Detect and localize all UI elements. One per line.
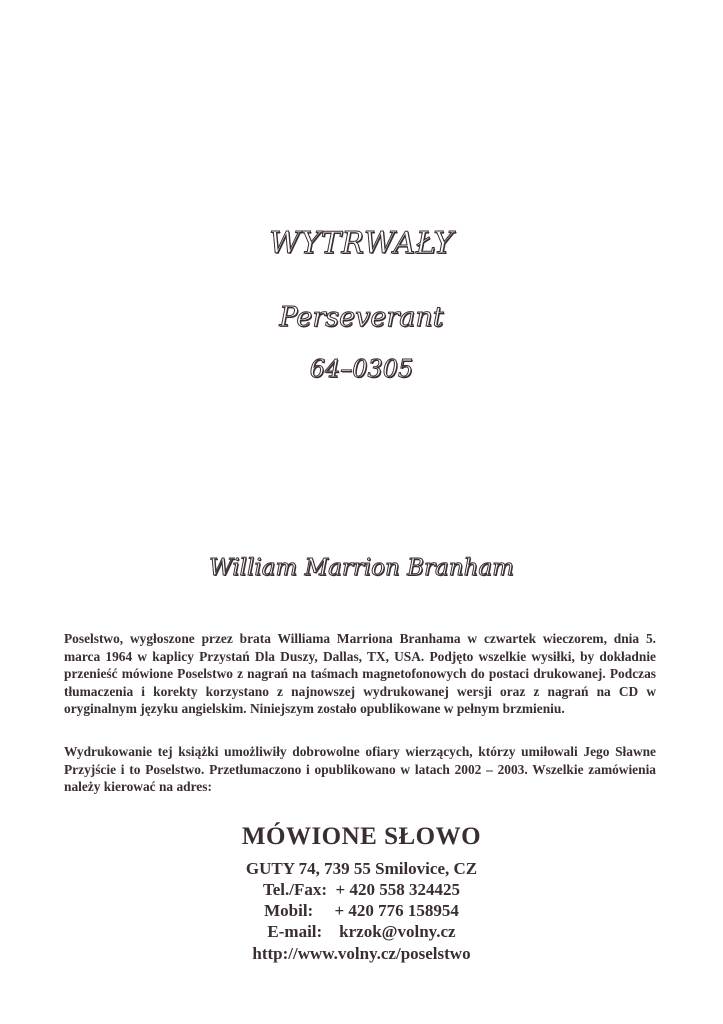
publisher-mobile: Mobil: + 420 776 158954 bbox=[264, 901, 459, 920]
book-subtitle: Perseverant bbox=[279, 302, 444, 333]
publisher-name: MÓWIONE SŁOWO bbox=[241, 823, 482, 850]
publisher-website: http://www.volny.cz/poselstwo bbox=[252, 944, 471, 963]
publisher-address: GUTY 74, 739 55 Smilovice, CZ bbox=[245, 859, 478, 878]
author-name: William Marrion Branham bbox=[209, 555, 514, 581]
publisher-email: E-mail: krzok@volny.cz bbox=[267, 922, 456, 941]
sermon-code: 64–0305 bbox=[309, 355, 414, 383]
book-title: WYTRWAŁY bbox=[269, 226, 454, 261]
publisher-telfax: Tel./Fax: + 420 558 324425 bbox=[262, 880, 460, 899]
intro-paragraph: Poselstwo, wygłoszone przez brata Williama Marriona Branhama w czwartek wieczorem, dnia 5. marca 1964 w kaplicy Przystań Dla Duszy, Dallas, TX, USA. Podjęto wszelkie wysiłki, by dokładnie przenieść mówione Poselstwo z nagrań na taśmach magnetofonowych do postaci drukowanej. Podczas tłumaczenia i korekty korzystano z najnowszej wydrukowanej wersji oraz z nagrań na CD w oryginalnym języku angielskim. Niniejszym zostało opublikowane w pełnym brzmieniu. bbox=[64, 631, 656, 717]
publishing-paragraph: Wydrukowanie tej książki umożliwiły dobrowolne ofiary wierzących, którzy umiłowali Jego Sławne Przyjście i to Poselstwo. Przetłumaczono i opublikowano w latach 2002 – 2003. Wszelkie zamówienia należy kierować na adres: bbox=[64, 744, 656, 795]
